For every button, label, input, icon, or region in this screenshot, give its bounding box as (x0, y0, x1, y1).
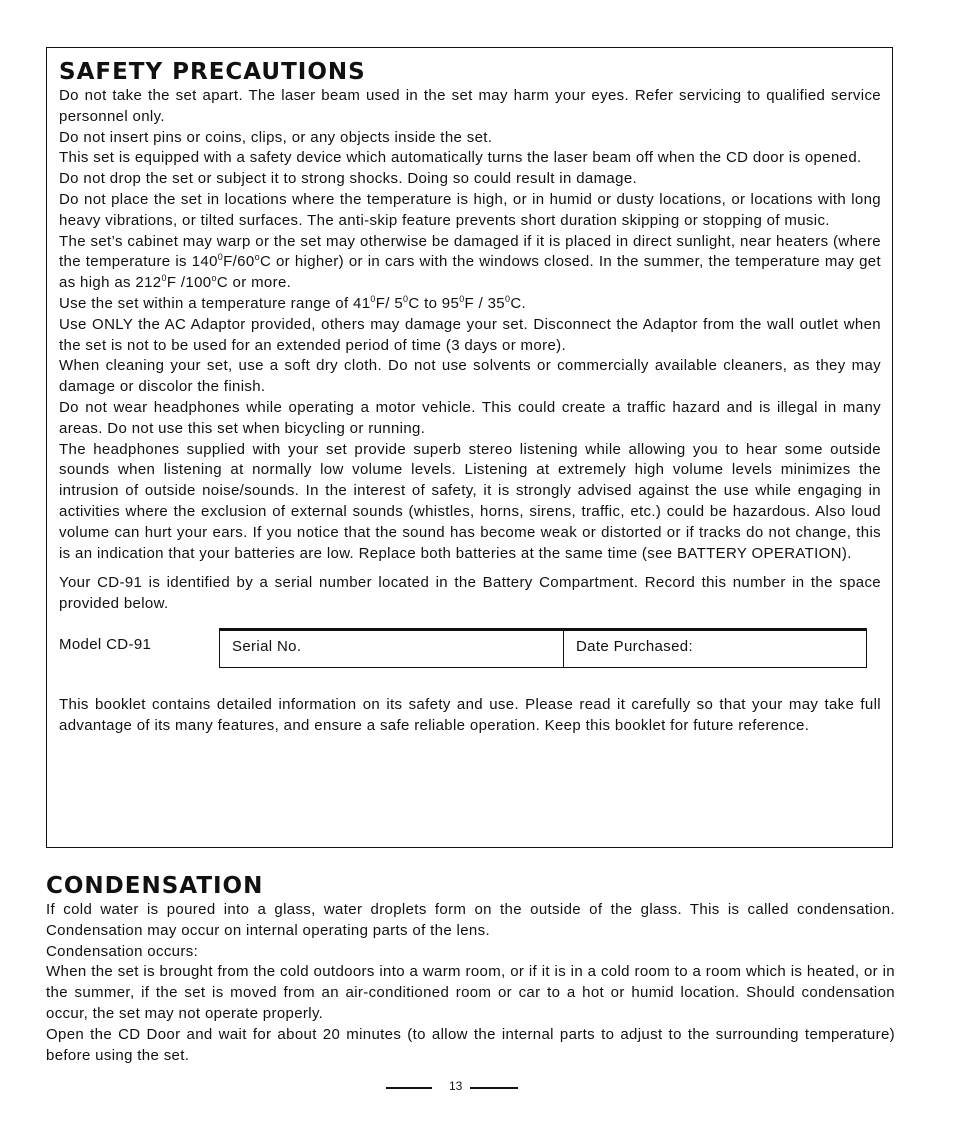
text-run: C. (510, 294, 527, 312)
text-run: F /100 (166, 274, 212, 292)
serial-number-field: Serial No. (220, 629, 564, 667)
superscript: 0 (403, 293, 409, 304)
date-purchased-field: Date Purchased: (576, 637, 693, 655)
safety-item: Do not place the set in locations where the temperature is high, or in humid or dusty locations, or locations with long heavy vibrations, or tilted surfaces. The anti-skip feature prevents short duration skipping or stopping of music. (59, 190, 881, 229)
record-form-box (219, 628, 867, 668)
safety-precautions-content (59, 58, 881, 737)
safety-heading: SAFETY PRECAUTIONS (59, 59, 366, 85)
superscript: 0 (505, 293, 511, 304)
condensation-paragraph: Condensation occurs: (46, 942, 199, 960)
text-run: C or more. (216, 274, 292, 292)
superscript: 0 (217, 252, 224, 263)
safety-item: Use ONLY the AC Adaptor provided, others may damage your set. Disconnect the Adaptor from the wall outlet when the set is not to be used for an extended period of time (3 days or more). (59, 315, 881, 354)
safety-item: When cleaning your set, use a soft dry cloth. Do not use solvents or commercially available cleaners, as they may damage or discolor the finish. (59, 357, 881, 396)
text-run: Use the set within a temperature range of 41 (59, 294, 371, 312)
condensation-paragraph: If cold water is poured into a glass, water droplets form on the outside of the glass. This is called condensation. Condensation may occur on internal operating parts of the lens. (46, 901, 895, 939)
superscript: o (254, 252, 260, 263)
footer-rule-left (386, 1087, 432, 1089)
safety-item: The headphones supplied with your set provide superb stereo listening while allowing you to hear some outside sounds when listening at normally low volume levels. Listening at extremely high volume levels minimizes the intrusion of outside noise/sounds. In the interest of safety, it is strongly advised against the use while engaging in activities where the exclusion of external sounds (whistles, horns, sirens, traffic, etc.) could be hazardous. Also loud volume can hurt your ears. If you notice that the sound has become weak or distorted or if tracks do not change, this is an indication that your batteries are low. Replace both batteries at the same time (see BATTERY OPERATION). (59, 440, 881, 562)
model-label: Model CD-91 (59, 635, 152, 653)
safety-item-temperature-range (59, 294, 881, 315)
text-run: F/60 (223, 253, 255, 271)
safety-item: Do not drop the set or subject it to strong shocks. Doing so could result in damage. (59, 170, 638, 188)
booklet-note: This booklet contains detailed information on its safety and use. Please read it carefully so that your may take full advantage of its many features, and ensure a safe reliable operation. Keep this booklet for future reference. (59, 695, 881, 734)
text-run: F / 35 (464, 294, 505, 312)
serial-number-note: Your CD-91 is identified by a serial number located in the Battery Compartment. Record this number in the space provided below. (59, 574, 881, 613)
text-run: C or higher) or in cars with the windows closed. In the summer, the temperature may get as high as 212 (59, 253, 881, 292)
safety-item: Do not wear headphones while operating a motor vehicle. This could create a traffic hazard and is illegal in many areas. Do not use this set when bicycling or running. (59, 398, 881, 437)
footer-rule-right (470, 1087, 518, 1089)
condensation-section (46, 872, 895, 1066)
safety-item-temperature (59, 232, 881, 294)
page-footer (0, 1078, 954, 1098)
safety-precautions-box (46, 47, 893, 848)
condensation-paragraph: When the set is brought from the cold outdoors into a warm room, or if it is in a cold room to a room which is heated, or in the summer, if the set is moved from an air-conditioned room or car to a hot or humid location. Should condensation occur, the set may not operate properly. (46, 963, 895, 1022)
text-run: The set’s cabinet may warp or the set may otherwise be damaged if it is placed in direct sunlight, near heaters (where the temperature is 140 (59, 232, 881, 271)
condensation-heading: CONDENSATION (46, 873, 264, 899)
superscript: o (211, 273, 217, 284)
superscript: 0 (459, 293, 465, 304)
superscript: 0 (370, 293, 376, 304)
condensation-paragraph: Open the CD Door and wait for about 20 minutes (to allow the internal parts to adjust to the surrounding temperature) before using the set. (46, 1025, 895, 1064)
safety-item: This set is equipped with a safety device which automatically turns the laser beam off when the CD door is opened. (59, 149, 862, 167)
record-form-row (59, 628, 881, 670)
page-number: 13 (449, 1079, 463, 1093)
safety-item: Do not insert pins or coins, clips, or any objects inside the set. (59, 128, 493, 146)
text-run: F/ 5 (375, 294, 404, 312)
safety-item: Do not take the set apart. The laser beam used in the set may harm your eyes. Refer servicing to qualified service personnel only. (59, 87, 881, 125)
superscript: 0 (161, 273, 167, 284)
text-run: C to 95 (408, 294, 460, 312)
